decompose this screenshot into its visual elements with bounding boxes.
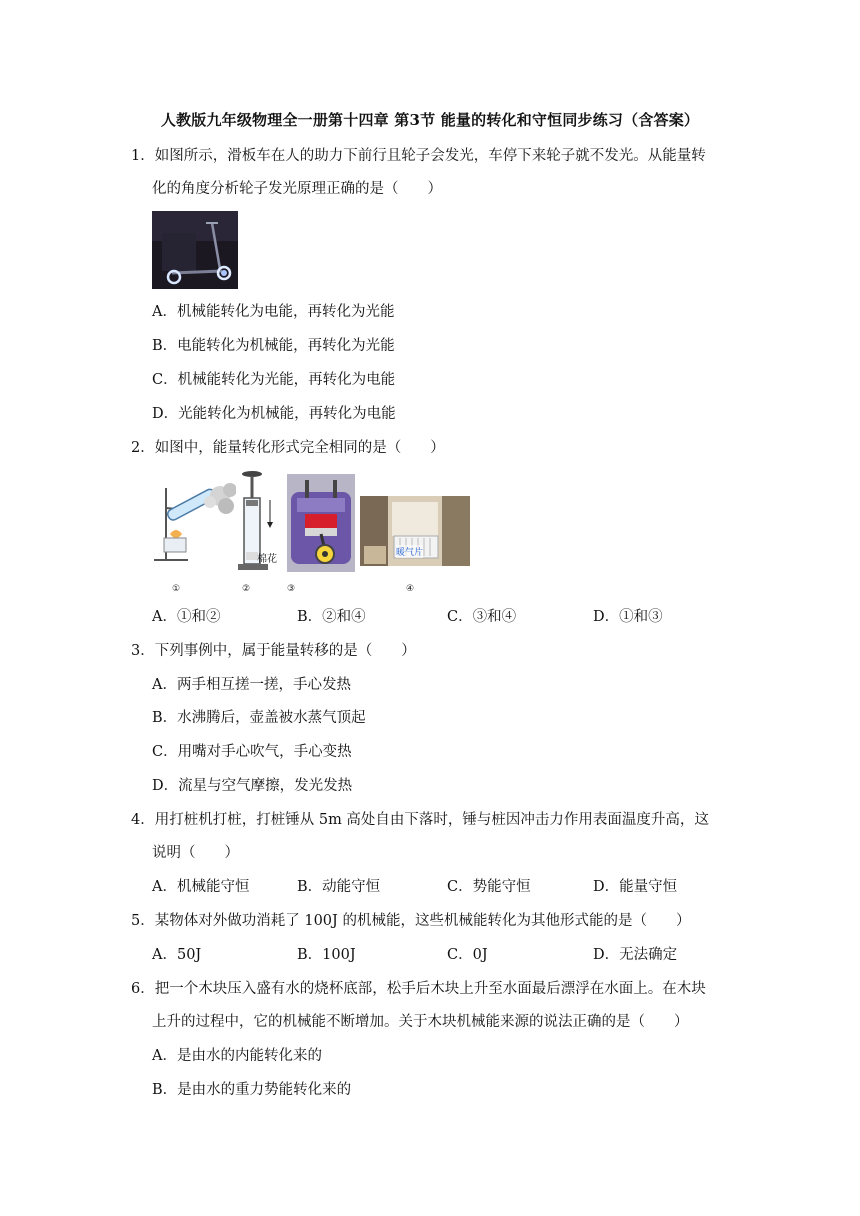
question-1-option-d: D．光能转化为机械能，再转化为电能 bbox=[152, 406, 396, 422]
figure-label-3: ③ bbox=[287, 584, 296, 594]
question-3-option-c: C．用嘴对手心吹气，手心变热 bbox=[152, 744, 352, 760]
question-2-option-d: D．①和③ bbox=[593, 609, 663, 625]
question-6-option-b: B．是由水的重力势能转化来的 bbox=[152, 1082, 352, 1098]
question-3-text-1: 下列事例中，属于能量转移的是（ ） bbox=[154, 643, 416, 659]
question-6-line-1 bbox=[131, 979, 706, 999]
question-2-option-c: C．③和④ bbox=[447, 609, 517, 625]
scooter-illustration bbox=[152, 211, 238, 289]
question-3-option-b: B．水沸腾后，壶盖被水蒸气顶起 bbox=[152, 710, 366, 726]
question-5-number: 5． bbox=[131, 913, 155, 929]
question-5-option-d: D．无法确定 bbox=[593, 947, 678, 963]
question-3-line-1 bbox=[131, 641, 416, 661]
question-6-number: 6． bbox=[131, 981, 155, 997]
question-3-number: 3． bbox=[131, 643, 155, 659]
question-6-option-a: A．是由水的内能转化来的 bbox=[152, 1048, 322, 1064]
question-2-option-b: B．②和④ bbox=[297, 609, 366, 625]
question-2-line-1 bbox=[131, 438, 445, 458]
question-4-number: 4． bbox=[131, 812, 155, 828]
question-2-option-a: A．①和② bbox=[152, 609, 221, 625]
question-4-text-1: 用打桩机打桩，打桩锤从 5m 高处自由下落时，锤与桩因冲击力作用表面温度升高，这 bbox=[154, 812, 709, 828]
question-4-option-c: C．势能守恒 bbox=[447, 879, 531, 895]
figure-text-cotton: 棉花 bbox=[257, 554, 277, 565]
question-4-option-b: B．动能守恒 bbox=[297, 879, 381, 895]
question-5-text-1: 某物体对外做功消耗了 100J 的机械能，这些机械能转化为其他形式能的是（ ） bbox=[154, 913, 691, 929]
figure-label-2: ② bbox=[242, 584, 251, 594]
question-1-text-1: 如图所示，滑板车在人的助力下前行且轮子会发光，车停下来轮子就不发光。从能量转 bbox=[154, 148, 706, 164]
figure-text-radiator: 暖气片 bbox=[396, 545, 423, 558]
test-tube-illustration bbox=[148, 478, 236, 570]
question-2-number: 2． bbox=[131, 440, 155, 456]
question-5-option-b: B．100J bbox=[297, 947, 356, 963]
question-1-line-1 bbox=[131, 146, 706, 166]
question-1-option-c: C．机械能转化为光能，再转化为电能 bbox=[152, 372, 396, 388]
question-5-option-a: A．50J bbox=[152, 947, 202, 963]
question-2-text-1: 如图中，能量转化形式完全相同的是（ ） bbox=[154, 440, 445, 456]
figure-test-tube bbox=[148, 478, 236, 570]
question-4-line-1 bbox=[131, 810, 709, 830]
figure-label-1: ① bbox=[172, 584, 181, 594]
question-6-line-2: 上升的过程中，它的机械能不断增加。关于木块机械能来源的说法正确的是（ ） bbox=[152, 1014, 689, 1030]
question-3-option-a: A．两手相互搓一搓，手心发热 bbox=[152, 677, 351, 693]
question-1-option-a: A．机械能转化为电能，再转化为光能 bbox=[152, 304, 395, 320]
question-1-line-2: 化的角度分析轮子发光原理正确的是（ ） bbox=[152, 181, 442, 197]
scooter-photo bbox=[152, 211, 238, 289]
question-4-option-d: D．能量守恒 bbox=[593, 879, 678, 895]
figure-engine bbox=[287, 474, 355, 572]
page-title: 人教版九年级物理全一册第十四章 第3节 能量的转化和守恒同步练习（含答案） bbox=[160, 111, 700, 129]
question-4-option-a: A．机械能守恒 bbox=[152, 879, 250, 895]
question-3-option-d: D．流星与空气摩擦，发光发热 bbox=[152, 778, 353, 794]
engine-illustration bbox=[287, 474, 355, 572]
question-1-number: 1． bbox=[131, 148, 155, 164]
question-1-option-b: B．电能转化为机械能，再转化为光能 bbox=[152, 338, 395, 354]
question-6-text-1: 把一个木块压入盛有水的烧杯底部，松手后木块上升至水面最后漂浮在水面上。在木块 bbox=[154, 981, 706, 997]
question-5-line-1 bbox=[131, 911, 690, 931]
figure-label-4: ④ bbox=[406, 584, 415, 594]
question-5-option-c: C．0J bbox=[447, 947, 488, 963]
question-4-line-2: 说明（ ） bbox=[152, 845, 239, 861]
